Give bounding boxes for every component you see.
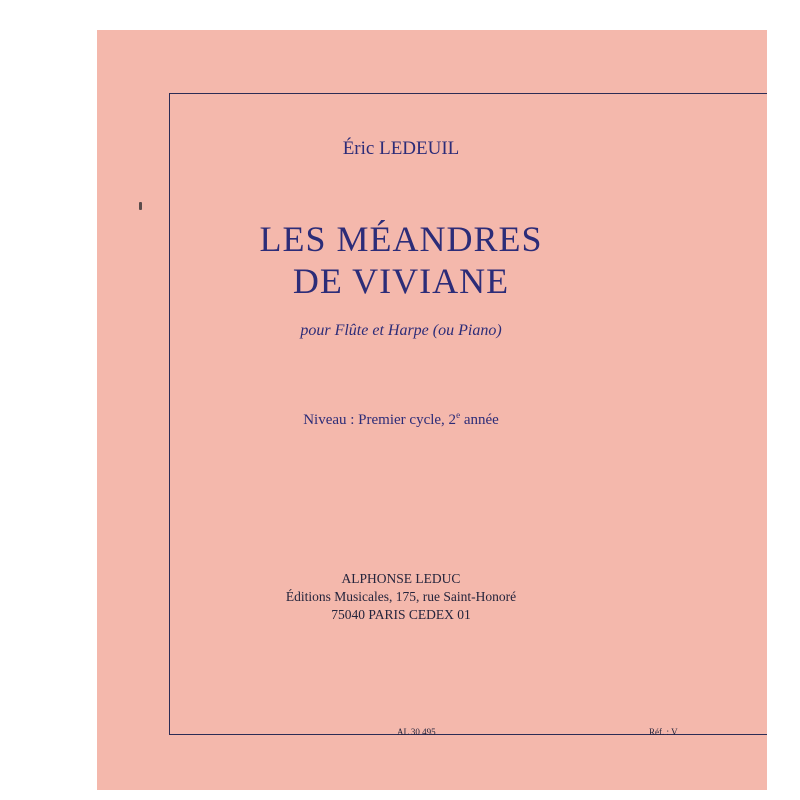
level-suffix: année [460,412,499,428]
composer-name: Éric LEDEUIL [342,138,460,159]
catalog-number: AL 30 495 [397,727,436,737]
score-cover [97,30,767,790]
publisher-name: ALPHONSE LEDUC [341,571,461,586]
instrumentation: pour Flûte et Harpe (ou Piano) [300,322,502,339]
level-prefix: Niveau : Premier cycle, 2 [303,412,457,428]
work-title [97,218,705,302]
title-line-1: LES MÉANDRES [259,219,543,259]
publisher-address-2: 75040 PARIS CEDEX 01 [331,607,471,622]
stain-mark [139,202,142,210]
publisher-block [97,570,705,624]
publisher-address-1: Éditions Musicales, 175, rue Saint-Honoré [285,589,517,604]
title-line-2: DE VIVIANE [292,261,510,301]
level-superscript: e [456,410,461,420]
reference-label: Réf. : V [649,727,678,737]
difficulty-level [97,410,705,429]
